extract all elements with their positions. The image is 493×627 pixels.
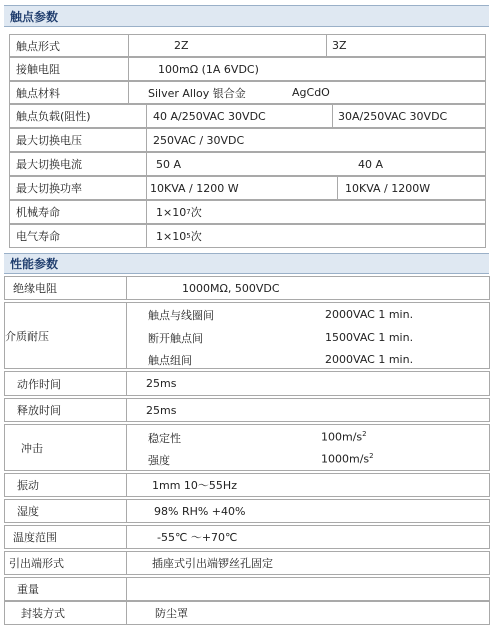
- row-label: 冲击: [21, 441, 43, 455]
- row-label: 电气寿命: [16, 230, 60, 243]
- sub-value: 2000VAC 1 min.: [325, 308, 414, 321]
- section-header-performance: [4, 253, 489, 274]
- table-row: [4, 577, 490, 601]
- sub-value: 1500VAC 1 min.: [325, 331, 414, 344]
- row-value-2: 40 A: [358, 157, 384, 171]
- row-label: 触点材料: [16, 86, 60, 100]
- row-value: 1×10 5 次: [156, 229, 202, 243]
- section-title: 触点参数: [10, 9, 59, 24]
- row-value-2: 30A/250VAC 30VDC: [338, 109, 448, 123]
- sub-label: 稳定性: [148, 432, 181, 445]
- row-value: -55℃ ～+70℃: [157, 531, 238, 544]
- table-row: [4, 601, 490, 625]
- table-row: [9, 176, 486, 200]
- row-label: 最大切换电压: [16, 134, 82, 147]
- section-header-contact: [4, 5, 489, 27]
- table-row: [9, 34, 486, 57]
- row-label: 封装方式: [21, 607, 65, 620]
- row-value: 10KVA / 1200 W: [150, 181, 239, 195]
- row-value: 1000MΩ, 500VDC: [182, 281, 280, 295]
- row-value: 25ms: [146, 403, 177, 417]
- row-value-2: 3Z: [332, 39, 347, 52]
- table-row: [4, 398, 490, 422]
- row-label: 接触电阻: [16, 63, 60, 76]
- row-label: 动作时间: [17, 377, 61, 391]
- table-row: [9, 57, 486, 81]
- section-title: 性能参数: [10, 257, 59, 271]
- table-row: [9, 81, 486, 104]
- row-value: 1mm 10～55Hz: [152, 479, 237, 492]
- row-value: 250VAC / 30VDC: [153, 133, 245, 147]
- row-value: 50 A: [156, 157, 182, 171]
- sub-label: 断开触点间: [148, 332, 203, 345]
- row-label: 机械寿命: [16, 206, 60, 219]
- table-row: [4, 499, 490, 523]
- row-value: 98% RH% +40%: [154, 504, 246, 518]
- table-row: [4, 473, 490, 497]
- row-label: 绝缘电阻: [13, 282, 57, 295]
- row-value: 1×10 7 次: [156, 205, 202, 219]
- row-value: Silver Alloy 银合金: [148, 86, 246, 100]
- row-value: 25ms: [146, 377, 177, 390]
- row-value: 100mΩ (1A 6VDC): [158, 62, 259, 76]
- table-row: [9, 104, 486, 128]
- table-row: [9, 224, 486, 248]
- table-row: [4, 276, 490, 300]
- table-row: [4, 302, 490, 369]
- sub-label: 触点组间: [148, 354, 192, 367]
- row-value: 2Z: [174, 39, 189, 52]
- row-label: 最大切换电流: [16, 158, 82, 171]
- row-label: 引出端形式: [9, 557, 64, 570]
- row-label: 最大切换功率: [16, 182, 82, 195]
- sub-value: $1000m/s^2$: [321, 452, 374, 466]
- row-label: 释放时间: [17, 404, 61, 417]
- row-value: 40 A/250VAC 30VDC: [153, 109, 266, 123]
- row-label: 湿度: [17, 505, 39, 518]
- sub-label: 触点与线圈间: [148, 309, 214, 322]
- table-row: [4, 424, 490, 471]
- sub-label: 强度: [148, 454, 170, 467]
- table-row: [4, 371, 490, 396]
- row-label: 重量: [17, 583, 39, 596]
- row-value-2: AgCdO: [292, 86, 330, 99]
- row-label: 振动: [17, 479, 39, 492]
- row-label: 温度范围: [13, 531, 57, 544]
- row-label: 触点负载(阻性): [16, 110, 91, 123]
- row-label: 介质耐压: [5, 329, 49, 343]
- table-row: [9, 200, 486, 224]
- row-value: 防尘罩: [155, 607, 188, 620]
- table-row: [9, 128, 486, 152]
- row-value: 插座式引出端锣丝孔固定: [152, 557, 273, 570]
- row-label: 触点形式: [16, 39, 60, 53]
- table-row: [4, 525, 490, 549]
- sub-value: 2000VAC 1 min.: [325, 353, 414, 366]
- table-row: [4, 551, 490, 575]
- table-row: [9, 152, 486, 176]
- row-value-2: 10KVA / 1200W: [345, 181, 431, 195]
- sub-value: $100m/s^2$: [321, 430, 367, 444]
